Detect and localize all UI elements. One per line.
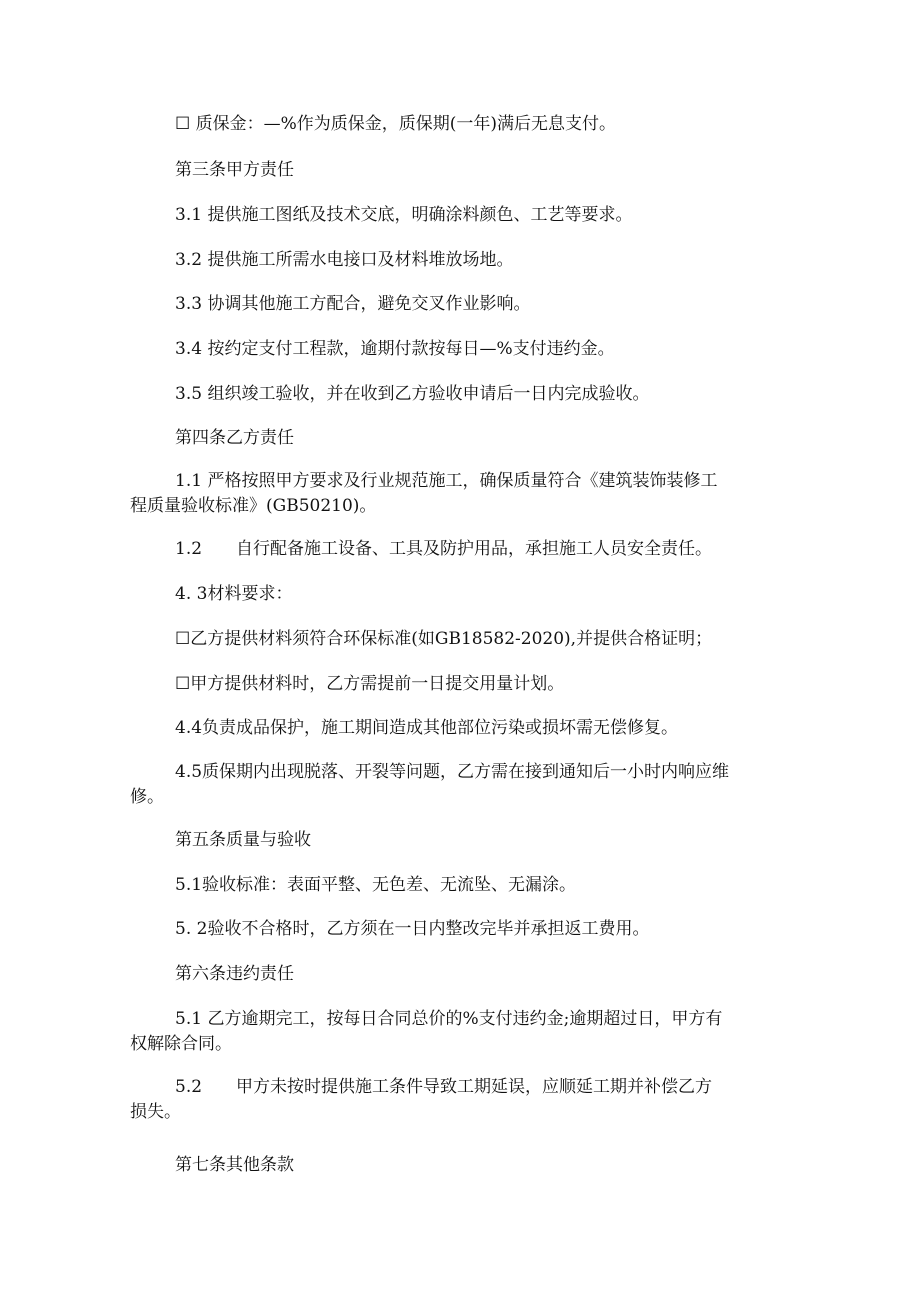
clause-6-1 [130,1007,805,1057]
clause-3-2: 3.2 提供施工所需水电接口及材料堆放场地。 [175,250,514,270]
clause-3-1: 3.1 提供施工图纸及技术交底，明确涂料颜色、工艺等要求。 [175,205,633,225]
clause-4-5-line1: 4.5质保期内出现脱落、开裂等问题，乙方需在接到通知后一小时内响应维 [175,762,730,782]
clause-3-3: 3.3 协调其他施工方配合，避免交叉作业影响。 [175,294,531,314]
clause-3-5: 3.5 组织竣工验收，并在收到乙方验收申请后一日内完成验收。 [175,384,650,404]
clause-3-4: 3.4 按约定支付工程款，逾期付款按每日—%支付违约金。 [175,339,615,359]
clause-4-1-2 [175,537,805,562]
clause-4-3-b: ☐甲方提供材料时，乙方需提前一日提交用量计划。 [175,674,565,694]
clause-6-1-line1: 5.1 乙方逾期完工，按每日合同总价的%支付违约金;逾期超过日，甲方有 [175,1009,723,1029]
clause-4-5 [130,760,805,810]
clause-4-3: 4. 3材料要求： [175,584,293,604]
clause-4-1-1-line1: 1.1 严格按照甲方要求及行业规范施工，确保质量符合《建筑装饰装修工 [175,471,718,491]
clause-6-2 [130,1075,805,1125]
heading-article-4: 第四条乙方责任 [175,428,294,448]
clause-4-5-line2: 修。 [130,787,164,807]
clause-6-1-line2: 权解除合同。 [130,1034,232,1054]
heading-article-3: 第三条甲方责任 [175,160,294,180]
heading-article-7: 第七条其他条款 [175,1155,294,1175]
clause-4-1-2-number: 1.2 [175,539,203,559]
clause-6-2-line1: 甲方未按时提供施工条件导致工期延误，应顺延工期并补偿乙方 [236,1077,713,1097]
clause-6-2-number: 5.2 [175,1077,203,1097]
clause-4-1-1-line2: 程质量验收标准》(GB50210)。 [130,496,377,516]
clause-retention-money: ☐ 质保金：—%作为质保金，质保期(一年)满后无息支付。 [175,114,617,134]
heading-article-6: 第六条违约责任 [175,964,294,984]
clause-5-1: 5.1验收标准：表面平整、无色差、无流坠、无漏涂。 [175,875,577,895]
clause-5-2: 5. 2验收不合格时，乙方须在一日内整改完毕并承担返工费用。 [175,919,650,939]
clause-4-3-a: ☐乙方提供材料须符合环保标准(如GB18582-2020),并提供合格证明； [175,629,713,649]
clause-6-2-line2: 损失。 [130,1102,181,1122]
clause-4-4: 4.4负责成品保护，施工期间造成其他部位污染或损坏需无偿修复。 [175,718,679,738]
heading-article-5: 第五条质量与验收 [175,830,311,850]
clause-4-1-2-body: 自行配备施工设备、工具及防护用品，承担施工人员安全责任。 [236,539,713,559]
clause-4-1-1 [130,469,805,519]
